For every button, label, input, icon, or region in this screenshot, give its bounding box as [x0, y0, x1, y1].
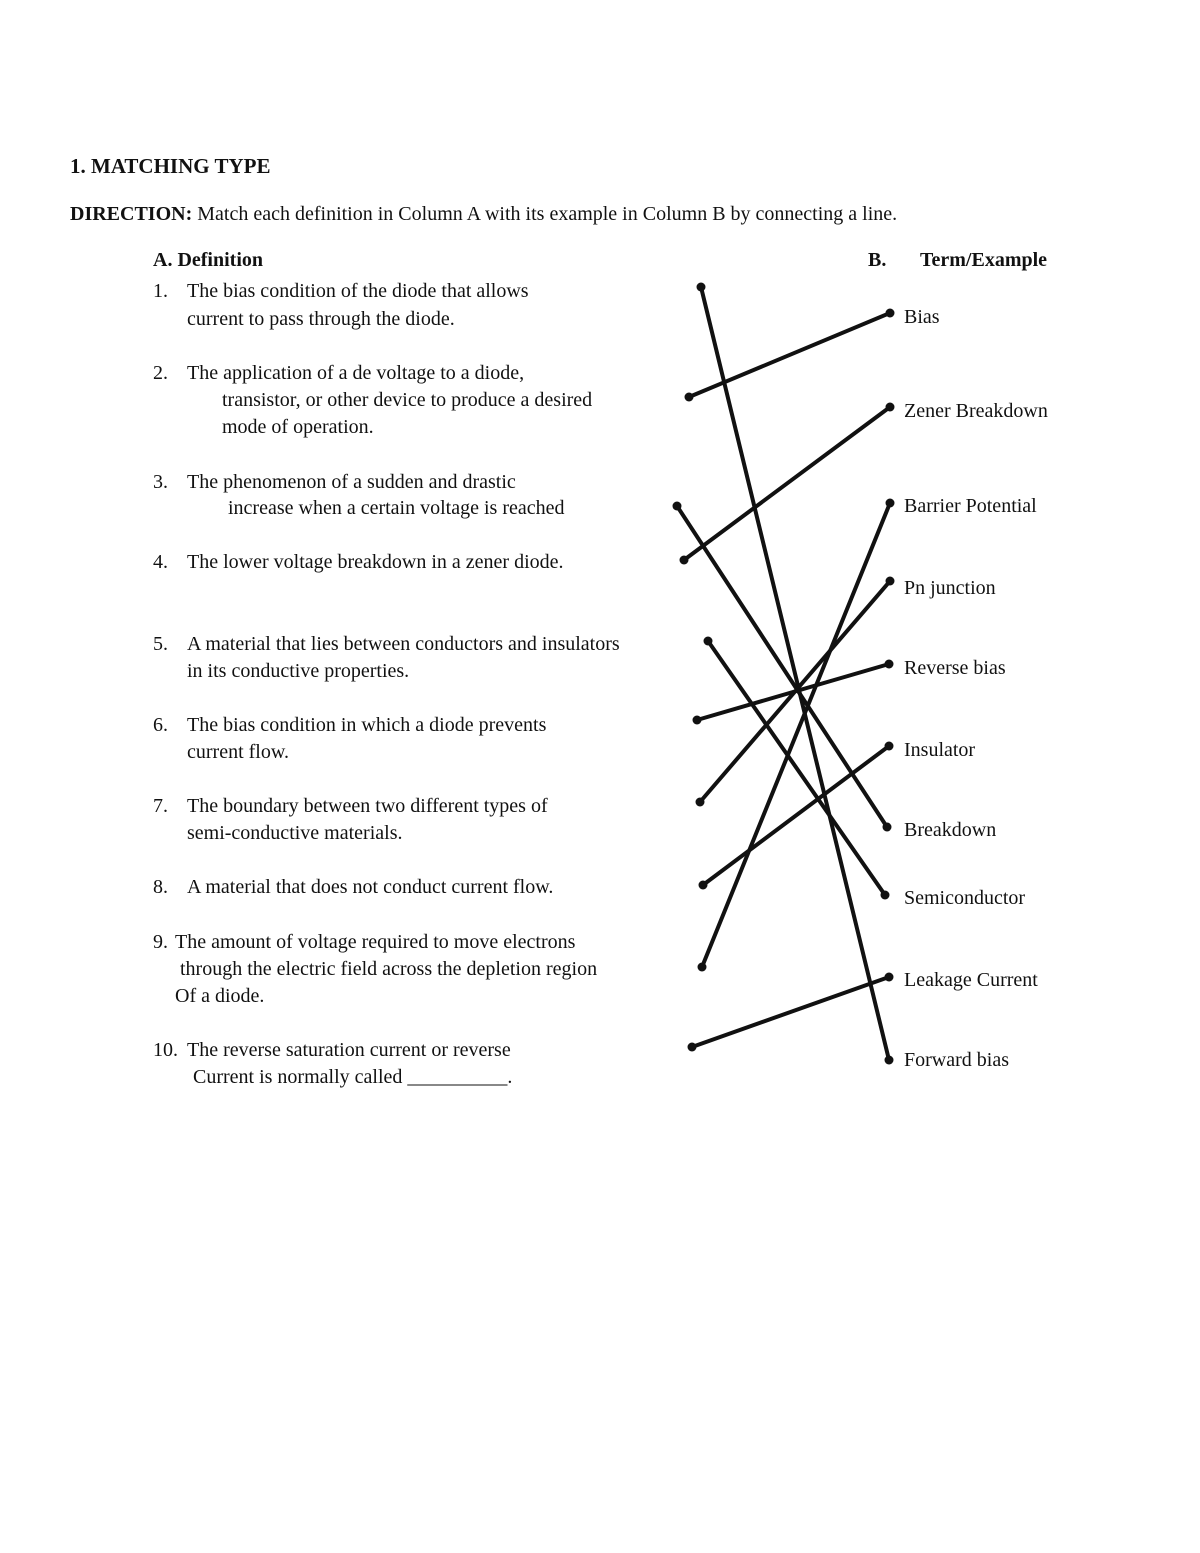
definition-number: 1. [153, 280, 168, 302]
connector-10-leakage-current [688, 973, 894, 1052]
definition-line: The application of a de voltage to a diode, [187, 362, 525, 384]
definition-number: 4. [153, 551, 168, 573]
term-semiconductor: Semiconductor [904, 887, 1026, 909]
definition-line: mode of operation. [222, 416, 374, 438]
connector-3-breakdown [673, 502, 892, 832]
definition-line: semi-conductive materials. [187, 822, 403, 844]
connector-7-pn-junction [696, 577, 895, 807]
term-insulator: Insulator [904, 739, 976, 761]
definition-line: transistor, or other device to produce a desired [222, 389, 593, 411]
direction-label: DIRECTION: [70, 203, 193, 225]
definition-line: current to pass through the diode. [187, 308, 455, 330]
column-b-heading-letter: B. [868, 249, 887, 271]
definition-line: The bias condition of the diode that allows [187, 280, 529, 302]
definition-line: The boundary between two different types of [187, 795, 548, 817]
definition-line: A material that lies between conductors and insulators [187, 633, 620, 655]
definition-number: 10. [153, 1039, 178, 1061]
definition-line: The phenomenon of a sudden and drastic [187, 471, 516, 493]
definition-line: The lower voltage breakdown in a zener diode. [187, 551, 564, 573]
term-forward-bias: Forward bias [904, 1049, 1009, 1071]
connector-9-barrier-potential [698, 499, 895, 972]
definition-line: through the electric field across the depletion region [180, 958, 598, 980]
definition-number: 7. [153, 795, 168, 817]
term-leakage-current: Leakage Current [904, 969, 1038, 991]
term-zener-breakdown: Zener Breakdown [904, 400, 1048, 422]
column-a-heading: A. Definition [153, 249, 263, 271]
definition-number: 6. [153, 714, 168, 736]
section-title: 1. MATCHING TYPE [70, 154, 271, 178]
definition-number: 3. [153, 471, 168, 493]
definition-number: 2. [153, 362, 168, 384]
definition-line: Current is normally called __________. [193, 1066, 513, 1088]
term-reverse-bias: Reverse bias [904, 657, 1006, 679]
definition-line: A material that does not conduct current flow. [187, 876, 554, 898]
column-b-heading: Term/Example [920, 249, 1048, 271]
definition-line: in its conductive properties. [187, 660, 410, 682]
definition-number: 5. [153, 633, 168, 655]
term-breakdown: Breakdown [904, 819, 997, 841]
term-pn-junction: Pn junction [904, 577, 996, 599]
definition-number: 8. [153, 876, 168, 898]
definition-number: 9. [153, 931, 168, 953]
connector-4-zener-breakdown [680, 403, 895, 565]
term-barrier-potential: Barrier Potential [904, 495, 1037, 517]
definition-line: increase when a certain voltage is reached [228, 497, 565, 519]
definition-line: The bias condition in which a diode prevents [187, 714, 547, 736]
definition-line: The amount of voltage required to move electrons [175, 931, 576, 953]
definition-line: Of a diode. [175, 985, 265, 1007]
connector-1-forward-bias [697, 283, 894, 1065]
definition-line: current flow. [187, 741, 289, 763]
term-bias: Bias [904, 306, 940, 328]
direction-text: Match each definition in Column A with its example in Column B by connecting a line. [192, 203, 898, 225]
definition-line: The reverse saturation current or reverse [187, 1039, 511, 1061]
